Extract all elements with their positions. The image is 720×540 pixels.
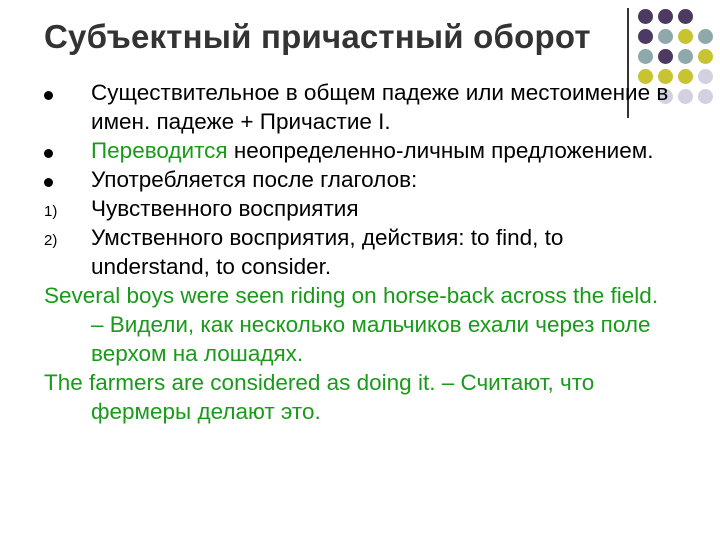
- decorative-dot: [638, 9, 653, 24]
- bullet-dot-icon: [44, 91, 53, 100]
- decorative-dot: [658, 29, 673, 44]
- example-sentence: The farmers are considered as doing it. – Считают, что фермеры делают это.: [44, 370, 595, 424]
- slide-title: Субъектный причастный оборот: [44, 18, 591, 55]
- bullet-marker: [44, 136, 53, 165]
- decorative-dot: [698, 69, 713, 84]
- decorative-dot: [698, 29, 713, 44]
- item-text: Существительное в общем падеже или местоимение в имен. падеже + Причастие I.: [91, 80, 669, 134]
- decorative-dot: [678, 9, 693, 24]
- decorative-dot: [658, 9, 673, 24]
- numbered-item: [44, 223, 669, 281]
- list-item: [44, 136, 669, 165]
- bullet-marker: [44, 165, 53, 194]
- number-marker: 1): [44, 203, 58, 220]
- decorative-dot: [678, 69, 693, 84]
- bullet-marker: [44, 78, 53, 107]
- decorative-dot: [638, 49, 653, 64]
- item-highlight: Переводится: [91, 138, 228, 163]
- decorative-dot: [678, 49, 693, 64]
- decorative-dot: [678, 29, 693, 44]
- number-marker: 2): [44, 232, 58, 249]
- decorative-dot: [658, 49, 673, 64]
- numbered-item: [44, 194, 669, 223]
- item-text: неопределенно-личным предложением.: [227, 138, 654, 163]
- list-item: [44, 78, 669, 136]
- item-text: Употребляется после глаголов:: [91, 167, 418, 192]
- decorative-dot: [698, 49, 713, 64]
- item-text: Чувственного восприятия: [91, 196, 359, 221]
- decorative-dot: [698, 89, 713, 104]
- example-sentence: Several boys were seen riding on horse-back across the field. – Видели, как несколько мальчиков ехали через поле верхом на лошадях.: [44, 283, 659, 366]
- decorative-dot: [638, 29, 653, 44]
- list-item: [44, 165, 669, 194]
- decorative-dot: [678, 89, 693, 104]
- slide-body: [44, 78, 669, 426]
- item-text: Умственного восприятия, действия: to find, to understand, to consider.: [91, 225, 564, 279]
- bullet-dot-icon: [44, 149, 53, 158]
- bullet-dot-icon: [44, 178, 53, 187]
